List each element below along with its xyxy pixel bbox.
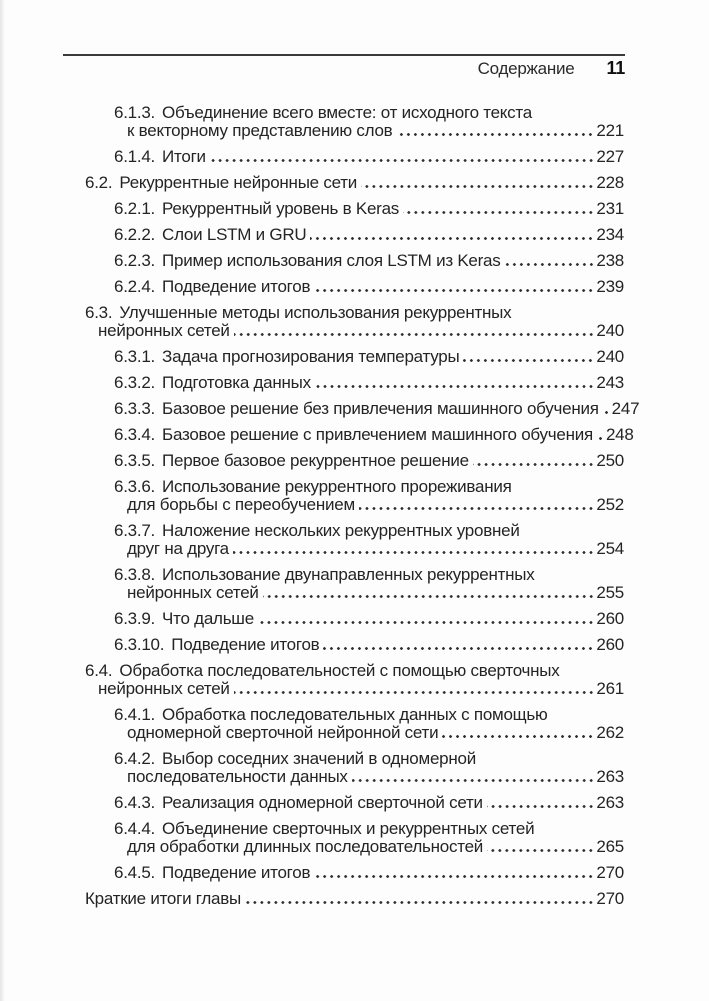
dot-leader	[263, 595, 596, 598]
toc-entry-page: 250	[596, 451, 624, 470]
toc-entry-title: Задача прогнозирования температуры	[162, 347, 460, 366]
dot-leader	[234, 691, 596, 694]
toc-entry-line	[114, 522, 624, 540]
dot-leader	[396, 133, 595, 136]
toc-entry	[0, 226, 709, 244]
toc-entry	[0, 426, 709, 444]
dot-leader	[597, 437, 605, 440]
toc-entry	[0, 566, 709, 602]
toc-entry-line	[114, 348, 624, 366]
toc-entry-title: Краткие итоги главы	[85, 889, 242, 908]
toc-entry-page: 227	[596, 147, 624, 166]
toc-entry-line	[114, 252, 624, 270]
toc-entry	[0, 662, 709, 698]
toc-entry-number: 6.3.1.	[114, 347, 156, 366]
toc-entry-title: нейронных сетей	[98, 679, 230, 698]
toc-entry-line	[114, 104, 624, 122]
toc-entry-page: 252	[596, 495, 624, 514]
toc-entry-number: 6.3.4.	[114, 425, 156, 444]
toc-entry-line	[114, 478, 624, 496]
toc-entry-line	[114, 374, 624, 392]
toc-entry-line	[114, 566, 624, 584]
toc-entry-number: 6.3.9.	[114, 609, 156, 628]
dot-leader	[234, 333, 596, 336]
toc-entry-page: 262	[596, 723, 624, 742]
toc-entry-number: 6.1.4.	[114, 147, 156, 166]
toc-entry-title: Пример использования слоя LSTM из Keras	[162, 251, 501, 270]
toc-entry-title: Использование двунаправленных рекуррентных	[162, 565, 535, 584]
toc-entry	[0, 400, 709, 418]
dot-leader	[442, 735, 595, 738]
toc-entry-title: Рекуррентные нейронные сети	[119, 173, 358, 192]
toc-entry-number: 6.3.5.	[114, 451, 156, 470]
toc-entry	[0, 706, 709, 742]
toc-entry-page: 254	[596, 539, 624, 558]
toc-entry-title: Базовое решение с привлечением машинного обучения	[162, 425, 593, 444]
toc-entry-line	[85, 322, 624, 340]
toc-entry-number: 6.1.3.	[114, 103, 156, 122]
toc-entry-number: 6.3.2.	[114, 373, 156, 392]
toc-entry-page: 255	[596, 583, 624, 602]
toc-entry-page: 261	[596, 679, 624, 698]
toc-entry-title: Улучшенные методы использования рекуррентных	[119, 303, 512, 322]
toc-entry-number: 6.4.2.	[114, 749, 156, 768]
dot-leader	[315, 385, 596, 388]
page-number: 11	[606, 58, 625, 78]
toc-entry	[0, 278, 709, 296]
toc-entry	[0, 750, 709, 786]
toc-entry	[0, 890, 709, 908]
toc-entry	[0, 794, 709, 812]
toc-entry-title: Итоги	[162, 147, 206, 166]
toc-entry-title: Слои LSTM и GRU	[162, 225, 307, 244]
toc-entry-title: нейронных сетей	[127, 583, 259, 602]
toc-entry-line	[114, 768, 624, 786]
dot-leader	[473, 463, 596, 466]
toc-entry-title: Объединение сверточных и рекуррентных сетей	[162, 819, 535, 838]
toc-entry-line	[114, 610, 624, 628]
toc-entry-page: 270	[596, 889, 624, 908]
toc-entry-line	[114, 706, 624, 724]
toc-entry	[0, 610, 709, 628]
toc-entry-page: 234	[596, 225, 624, 244]
toc-entry-line	[114, 820, 624, 838]
toc-entry-line	[85, 662, 624, 680]
toc-entry-page: 270	[596, 863, 624, 882]
toc-entry-title: Рекуррентный уровень в Keras	[162, 199, 400, 218]
toc-entry	[0, 252, 709, 270]
toc-entry-page: 243	[596, 373, 624, 392]
toc-entry-page: 247	[611, 399, 640, 418]
page-header	[63, 58, 625, 79]
toc-entry-line	[114, 724, 624, 742]
toc-entry-line	[114, 399, 640, 418]
toc-entry-title: Объединение всего вместе: от исходного текста	[162, 103, 532, 122]
dot-leader	[505, 263, 596, 266]
toc-entry-page: 248	[605, 425, 634, 444]
toc-entry-title: Подведение итогов	[171, 635, 320, 654]
toc-entry-title: к векторному представлению слов	[127, 121, 393, 140]
running-title: Содержание	[477, 59, 575, 78]
toc-entry-number: 6.4.	[85, 661, 113, 680]
toc-entry-title: Реализация одномерной сверточной сети	[162, 793, 483, 812]
table-of-contents	[0, 104, 709, 916]
dot-leader	[314, 289, 595, 292]
toc-entry-number: 6.3.7.	[114, 521, 156, 540]
toc-entry-title: Подведение итогов	[162, 277, 311, 296]
dot-leader	[361, 185, 595, 188]
toc-entry-title: Базовое решение без привлечения машинного обучения	[162, 399, 599, 418]
toc-entry-line	[114, 794, 624, 812]
toc-entry-line	[114, 496, 624, 514]
toc-entry	[0, 174, 709, 192]
toc-entry-number: 6.3.3.	[114, 399, 156, 418]
toc-entry-number: 6.3.10.	[114, 635, 165, 654]
toc-entry-title: одномерной сверточной нейронной сети	[127, 723, 439, 742]
toc-entry-title: Обработка последовательных данных с помощью	[162, 705, 548, 724]
dot-leader	[352, 779, 596, 782]
toc-entry-page: 265	[596, 837, 624, 856]
toc-entry-number: 6.2.4.	[114, 277, 156, 296]
toc-entry-title: Выбор соседних значений в одномерной	[162, 749, 476, 768]
toc-entry-title: для борьбы с переобучением	[127, 495, 355, 514]
toc-entry-title: Первое базовое рекуррентное решение	[162, 451, 469, 470]
dot-leader	[487, 849, 595, 852]
toc-entry	[0, 820, 709, 856]
toc-entry-number: 6.3.8.	[114, 565, 156, 584]
toc-entry-page: 231	[596, 199, 624, 218]
dot-leader	[310, 237, 595, 240]
toc-entry-title: Подведение итогов	[162, 863, 311, 882]
toc-entry-page: 240	[596, 321, 624, 340]
toc-entry-number: 6.2.3.	[114, 251, 156, 270]
toc-entry-number: 6.3.	[85, 303, 113, 322]
toc-entry-page: 263	[596, 793, 624, 812]
toc-entry-line	[85, 680, 624, 698]
toc-entry-line	[114, 540, 624, 558]
toc-entry-line	[114, 200, 624, 218]
toc-entry-page: 228	[596, 173, 624, 192]
dot-leader	[603, 411, 611, 414]
toc-entry-line	[114, 584, 624, 602]
toc-entry-page: 238	[596, 251, 624, 270]
toc-entry-number: 6.4.1.	[114, 705, 156, 724]
toc-entry-number: 6.3.6.	[114, 477, 156, 496]
toc-entry-line	[85, 304, 624, 322]
toc-entry-line	[114, 636, 624, 654]
dot-leader	[487, 805, 596, 808]
dot-leader	[463, 359, 595, 362]
dot-leader	[314, 875, 595, 878]
toc-entry-page: 240	[596, 347, 624, 366]
toc-entry	[0, 522, 709, 558]
toc-entry	[0, 200, 709, 218]
toc-entry-line	[85, 174, 624, 192]
toc-entry-title: Что дальше	[162, 609, 254, 628]
dot-leader	[210, 159, 596, 162]
dot-leader	[245, 901, 595, 904]
toc-entry-line	[114, 838, 624, 856]
toc-entry-page: 239	[596, 277, 624, 296]
toc-entry-line	[114, 148, 624, 166]
toc-entry-number: 6.4.3.	[114, 793, 156, 812]
toc-entry-number: 6.4.4.	[114, 819, 156, 838]
toc-entry-line	[114, 750, 624, 768]
toc-entry	[0, 374, 709, 392]
toc-entry-title: последовательности данных	[127, 767, 348, 786]
toc-entry-page: 221	[596, 121, 624, 140]
toc-entry-line	[114, 452, 624, 470]
toc-entry-page: 263	[596, 767, 624, 786]
toc-entry-title: Наложение нескольких рекуррентных уровней	[162, 521, 520, 540]
dot-leader	[403, 211, 595, 214]
toc-entry	[0, 864, 709, 882]
toc-entry-title: нейронных сетей	[98, 321, 230, 340]
toc-entry-page: 260	[596, 635, 624, 654]
toc-entry-number: 6.2.1.	[114, 199, 156, 218]
toc-entry-number: 6.2.	[85, 173, 113, 192]
toc-entry-line	[85, 890, 624, 908]
toc-entry	[0, 148, 709, 166]
dot-leader	[258, 621, 595, 624]
toc-entry-number: 6.2.2.	[114, 225, 156, 244]
toc-entry	[0, 104, 709, 140]
dot-leader	[323, 647, 595, 650]
toc-entry-line	[114, 278, 624, 296]
toc-entry-line	[114, 864, 624, 882]
toc-entry-line	[114, 425, 634, 444]
toc-entry	[0, 636, 709, 654]
toc-entry-line	[114, 226, 624, 244]
toc-entry-title: Обработка последовательностей с помощью сверточных	[119, 661, 560, 680]
toc-entry	[0, 304, 709, 340]
dot-leader	[233, 551, 595, 554]
toc-entry-number: 6.4.5.	[114, 863, 156, 882]
header-rule	[63, 54, 625, 56]
toc-entry-page: 260	[596, 609, 624, 628]
toc-entry-line	[114, 122, 624, 140]
toc-entry	[0, 348, 709, 366]
toc-entry-title: Подготовка данных	[162, 373, 311, 392]
toc-entry-title: друг на друга	[127, 539, 229, 558]
toc-entry	[0, 478, 709, 514]
toc-entry	[0, 452, 709, 470]
dot-leader	[359, 507, 595, 510]
toc-entry-title: для обработки длинных последовательностей	[127, 837, 484, 856]
toc-entry-title: Использование рекуррентного прореживания	[162, 477, 512, 496]
